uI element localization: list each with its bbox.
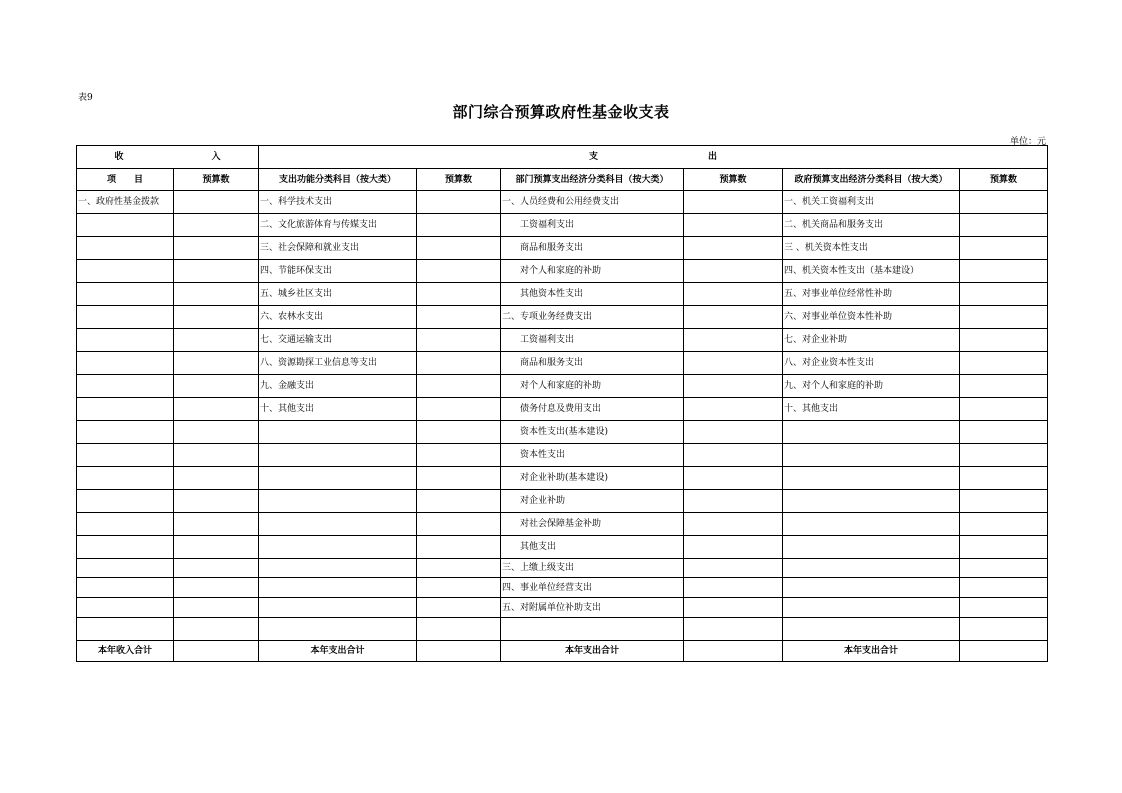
table-cell [77, 536, 174, 559]
income-group-label-b: 入 [211, 152, 221, 162]
table-cell [174, 467, 259, 490]
table-cell: 一、人员经费和公用经费支出 [501, 191, 684, 214]
table-row [77, 375, 1048, 398]
table-cell [259, 536, 417, 559]
table-cell [684, 421, 783, 444]
table-cell: 七、交通运输支出 [259, 329, 417, 352]
table-cell: 九、金融支出 [259, 375, 417, 398]
table-cell [417, 536, 501, 559]
table-cell [174, 444, 259, 467]
page-title: 部门综合预算政府性基金收支表 [452, 103, 670, 121]
table-cell: 四、事业单位经营支出 [501, 578, 684, 598]
table-cell [960, 352, 1048, 375]
table-cell: 一、科学技术支出 [259, 191, 417, 214]
table-cell [783, 598, 960, 618]
table-cell: 十、其他支出 [783, 398, 960, 421]
table-cell [960, 191, 1048, 214]
table-cell [174, 598, 259, 618]
total-cell: 本年收入合计 [77, 641, 174, 662]
table-cell [684, 559, 783, 578]
table-cell [259, 490, 417, 513]
table-cell [77, 352, 174, 375]
table-cell [259, 618, 417, 641]
table-cell [77, 329, 174, 352]
table-cell [417, 375, 501, 398]
total-cell [174, 641, 259, 662]
column-header: 预算数 [684, 169, 783, 191]
table-cell [77, 260, 174, 283]
table-cell [417, 467, 501, 490]
table-cell: 三 、机关资本性支出 [783, 237, 960, 260]
table-cell [417, 421, 501, 444]
table-cell [174, 578, 259, 598]
table-cell [684, 283, 783, 306]
table-cell [174, 536, 259, 559]
table-cell [417, 444, 501, 467]
table-cell: 五、城乡社区支出 [259, 283, 417, 306]
table-row [77, 467, 1048, 490]
table-row [77, 329, 1048, 352]
table-cell [77, 421, 174, 444]
table-cell [684, 467, 783, 490]
table-cell [417, 352, 501, 375]
table-cell [417, 398, 501, 421]
table-cell [417, 283, 501, 306]
income-group-label-a: 收 [114, 152, 124, 162]
table-cell [77, 578, 174, 598]
table-row [77, 559, 1048, 578]
table-cell: 工资福利支出 [501, 329, 684, 352]
table-cell: 其他资本性支出 [501, 283, 684, 306]
table-cell [684, 444, 783, 467]
table-cell [77, 467, 174, 490]
table-cell [259, 444, 417, 467]
table-cell [259, 578, 417, 598]
table-cell: 八、资源勘探工业信息等支出 [259, 352, 417, 375]
table-cell: 对企业补助(基本建设) [501, 467, 684, 490]
table-cell [77, 513, 174, 536]
total-cell [417, 641, 501, 662]
table-cell: 五、对附属单位补助支出 [501, 598, 684, 618]
total-cell [960, 641, 1048, 662]
table-cell [174, 421, 259, 444]
table-cell: 六、农林水支出 [259, 306, 417, 329]
table-cell: 债务付息及费用支出 [501, 398, 684, 421]
total-cell [684, 641, 783, 662]
expense-group-header [259, 146, 1048, 169]
table-cell [501, 618, 684, 641]
table-cell [684, 578, 783, 598]
table-cell [174, 559, 259, 578]
table-row [77, 191, 1048, 214]
table-cell [77, 306, 174, 329]
table-row [77, 618, 1048, 641]
table-cell [684, 237, 783, 260]
table-cell: 六、对事业单位资本性补助 [783, 306, 960, 329]
table-cell [783, 444, 960, 467]
table-row [77, 578, 1048, 598]
table-cell [259, 467, 417, 490]
total-cell: 本年支出合计 [783, 641, 960, 662]
table-cell [684, 306, 783, 329]
table-cell [417, 513, 501, 536]
total-cell: 本年支出合计 [259, 641, 417, 662]
table-cell [684, 260, 783, 283]
table-cell [960, 283, 1048, 306]
table-cell: 五、对事业单位经常性补助 [783, 283, 960, 306]
column-header: 预算数 [174, 169, 259, 191]
table-cell [174, 237, 259, 260]
table-cell: 七、对企业补助 [783, 329, 960, 352]
table-cell [960, 444, 1048, 467]
table-cell [259, 421, 417, 444]
table-row [77, 490, 1048, 513]
table-row [77, 444, 1048, 467]
table-cell: 三、社会保障和就业支出 [259, 237, 417, 260]
column-header: 预算数 [417, 169, 501, 191]
table-cell [417, 214, 501, 237]
column-header: 政府预算支出经济分类科目（按大类） [783, 169, 960, 191]
table-cell: 商品和服务支出 [501, 352, 684, 375]
table-cell [783, 467, 960, 490]
table-row [77, 283, 1048, 306]
table-cell [259, 559, 417, 578]
table-cell [684, 536, 783, 559]
table-cell [960, 467, 1048, 490]
table-cell [960, 260, 1048, 283]
table-cell [174, 260, 259, 283]
table-cell [417, 490, 501, 513]
totals-row [77, 641, 1048, 662]
table-row [77, 214, 1048, 237]
table-cell [77, 490, 174, 513]
table-cell [960, 618, 1048, 641]
table-cell [259, 513, 417, 536]
table-cell: 四、节能环保支出 [259, 260, 417, 283]
table-cell [174, 618, 259, 641]
table-cell [77, 237, 174, 260]
table-cell: 一、机关工资福利支出 [783, 191, 960, 214]
table-cell [684, 513, 783, 536]
table-cell [960, 490, 1048, 513]
table-cell [684, 329, 783, 352]
table-cell [783, 618, 960, 641]
table-cell: 对个人和家庭的补助 [501, 260, 684, 283]
table-cell [417, 618, 501, 641]
table-cell [960, 578, 1048, 598]
table-cell [684, 214, 783, 237]
table-cell [960, 306, 1048, 329]
table-cell [417, 598, 501, 618]
column-header: 预算数 [960, 169, 1048, 191]
table-cell [417, 559, 501, 578]
table-cell [259, 598, 417, 618]
table-cell [77, 398, 174, 421]
table-cell: 二、专项业务经费支出 [501, 306, 684, 329]
table-cell [783, 536, 960, 559]
table-cell [417, 306, 501, 329]
table-row [77, 598, 1048, 618]
column-header: 部门预算支出经济分类科目（按大类） [501, 169, 684, 191]
table-cell [174, 283, 259, 306]
table-cell [174, 214, 259, 237]
table-cell: 十、其他支出 [259, 398, 417, 421]
table-cell [783, 490, 960, 513]
column-header: 项 目 [77, 169, 174, 191]
table-cell [783, 513, 960, 536]
table-cell [174, 513, 259, 536]
table-cell: 其他支出 [501, 536, 684, 559]
table-cell [783, 421, 960, 444]
table-cell [77, 598, 174, 618]
table-cell [960, 421, 1048, 444]
table-cell [960, 513, 1048, 536]
table-cell [77, 283, 174, 306]
table-cell [960, 214, 1048, 237]
table-row [77, 352, 1048, 375]
table-cell [960, 398, 1048, 421]
table-cell: 资本性支出(基本建设) [501, 421, 684, 444]
table-cell [174, 490, 259, 513]
table-row [77, 421, 1048, 444]
expense-group-label-a: 支 [589, 152, 599, 162]
table-cell: 三、上缴上级支出 [501, 559, 684, 578]
table-cell [417, 237, 501, 260]
table-cell [684, 618, 783, 641]
table-cell [960, 536, 1048, 559]
table-cell [174, 398, 259, 421]
table-cell [417, 578, 501, 598]
table-cell [684, 598, 783, 618]
table-cell: 商品和服务支出 [501, 237, 684, 260]
table-cell: 对个人和家庭的补助 [501, 375, 684, 398]
table-cell [960, 329, 1048, 352]
table-cell: 工资福利支出 [501, 214, 684, 237]
table-cell [174, 306, 259, 329]
table-row [77, 513, 1048, 536]
table-row [77, 536, 1048, 559]
table-cell [783, 559, 960, 578]
table-cell [174, 375, 259, 398]
table-cell: 二、文化旅游体育与传媒支出 [259, 214, 417, 237]
table-cell [684, 191, 783, 214]
table-row [77, 260, 1048, 283]
table-cell: 对社会保障基金补助 [501, 513, 684, 536]
group-header-row [77, 146, 1048, 169]
table-cell [684, 398, 783, 421]
table-cell [417, 260, 501, 283]
income-group-header [77, 146, 259, 169]
table-cell [77, 214, 174, 237]
table-row [77, 237, 1048, 260]
total-cell: 本年支出合计 [501, 641, 684, 662]
table-row [77, 398, 1048, 421]
table-cell [174, 191, 259, 214]
table-cell: 八、对企业资本性支出 [783, 352, 960, 375]
column-header: 支出功能分类科目（按大类） [259, 169, 417, 191]
table-cell [417, 329, 501, 352]
table-cell [174, 329, 259, 352]
table-cell [77, 618, 174, 641]
table-cell [174, 352, 259, 375]
table-cell [960, 237, 1048, 260]
column-header-row [77, 169, 1048, 191]
unit-label: 单位：元 [1009, 137, 1046, 147]
table-row [77, 306, 1048, 329]
table-number: 表9 [78, 93, 93, 103]
table-cell [684, 352, 783, 375]
table-cell [684, 490, 783, 513]
table-cell [960, 559, 1048, 578]
expense-group-label-b: 出 [708, 152, 718, 162]
table-cell: 二、机关商品和服务支出 [783, 214, 960, 237]
table-cell [684, 375, 783, 398]
table-cell: 一、政府性基金拨款 [77, 191, 174, 214]
table-cell: 资本性支出 [501, 444, 684, 467]
table-cell [960, 598, 1048, 618]
table-cell [417, 191, 501, 214]
table-cell [783, 578, 960, 598]
budget-table [76, 145, 1048, 662]
table-cell [77, 375, 174, 398]
table-cell [960, 375, 1048, 398]
table-cell [77, 559, 174, 578]
table-cell: 对企业补助 [501, 490, 684, 513]
table-cell: 四、机关资本性支出（基本建设） [783, 260, 960, 283]
table-cell: 九、对个人和家庭的补助 [783, 375, 960, 398]
table-cell [77, 444, 174, 467]
